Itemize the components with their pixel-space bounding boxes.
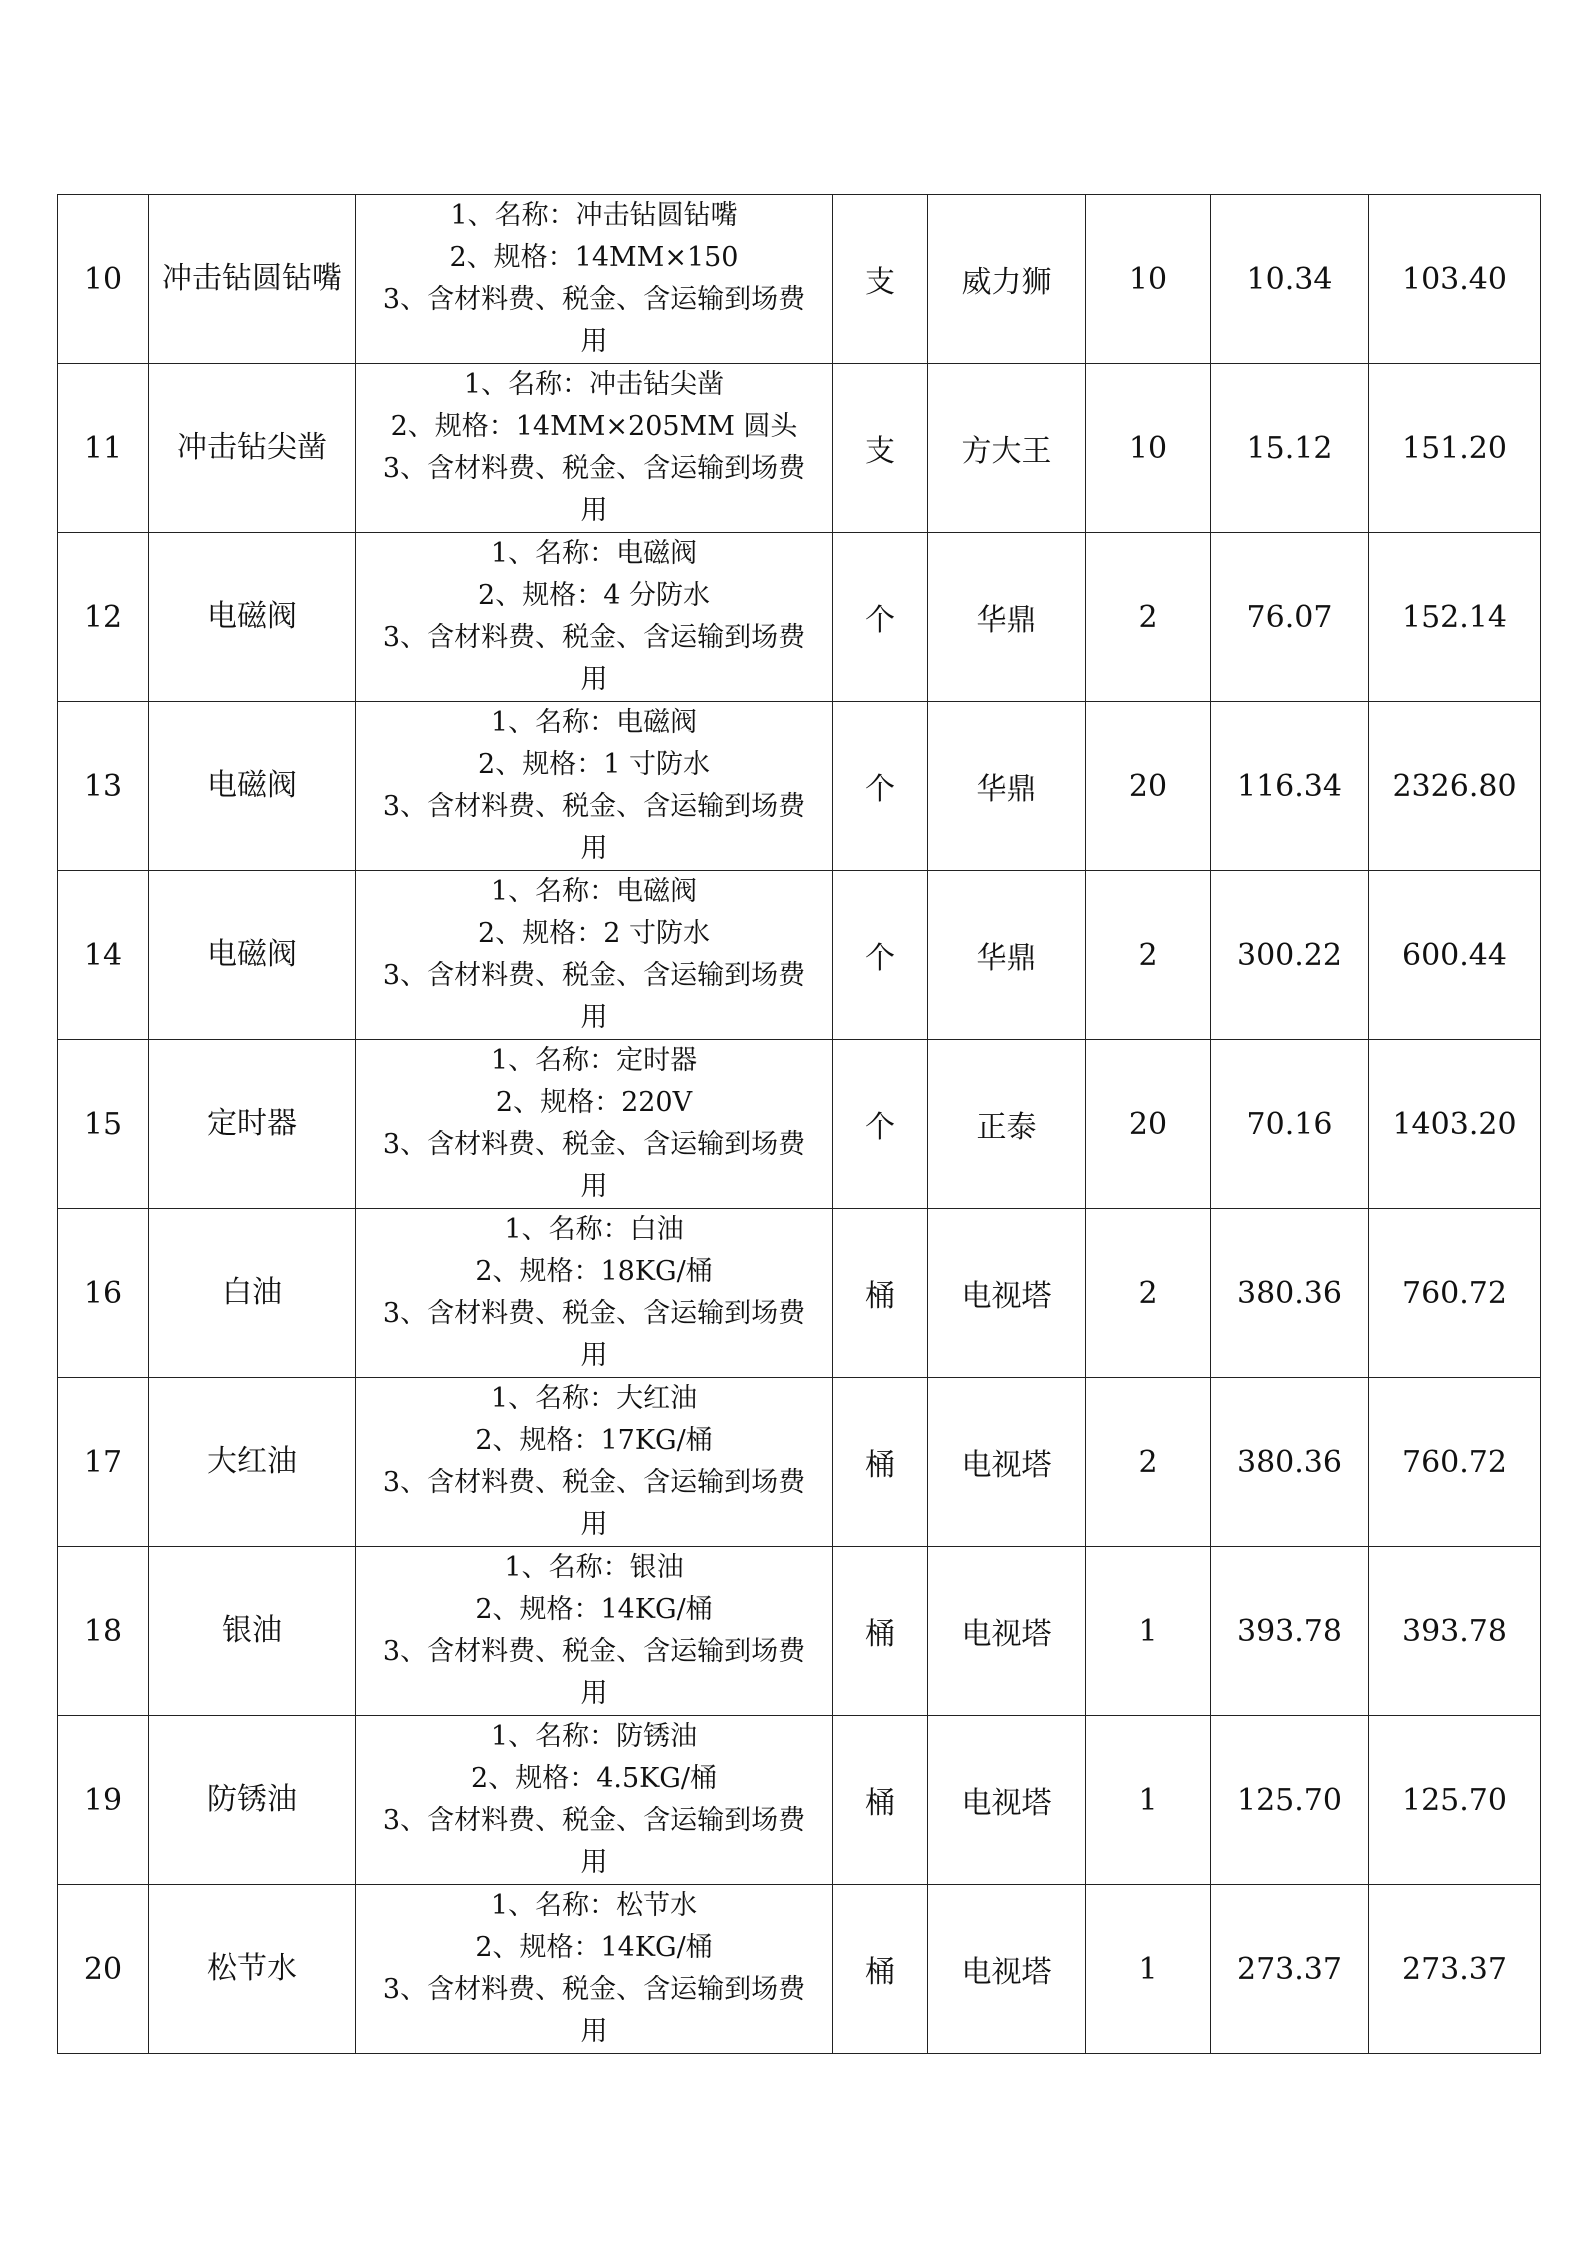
row-number-cell: [58, 1040, 149, 1209]
item-unit-cell: [833, 1378, 928, 1547]
item-brand-cell: [928, 195, 1086, 364]
item-unit-cell: [833, 1209, 928, 1378]
description-line: 2、规格：4.5KG/桶: [471, 1763, 717, 1794]
item-quantity-cell: [1086, 1040, 1211, 1209]
description-line: 3、含材料费、税金、含运输到场费: [382, 622, 806, 653]
description-line: 2、规格：14MM×205MM 圆头: [390, 411, 798, 442]
item-total-price: 103.40: [1402, 261, 1507, 297]
item-quantity: 10: [1128, 261, 1168, 297]
description-line: 2、规格：17KG/桶: [475, 1425, 713, 1456]
row-number: 11: [83, 430, 123, 466]
item-name: 电磁阀: [207, 937, 297, 972]
item-unit-cell: [833, 1885, 928, 2054]
item-brand: 电视塔: [961, 1955, 1052, 1990]
item-total-price: 152.14: [1402, 599, 1507, 635]
description-line: 2、规格：14KG/桶: [475, 1932, 713, 1963]
table-row: [58, 1378, 1541, 1547]
item-name: 银油: [222, 1613, 282, 1648]
item-brand: 电视塔: [961, 1786, 1052, 1821]
item-unit-price-cell: [1211, 1040, 1369, 1209]
item-unit-cell: [833, 195, 928, 364]
item-unit-cell: [833, 1040, 928, 1209]
item-unit-price: 116.34: [1237, 768, 1342, 804]
table-row: [58, 1547, 1541, 1716]
item-unit-price: 10.34: [1246, 261, 1333, 297]
description-line: 用: [580, 664, 608, 695]
description-line: 3、含材料费、税金、含运输到场费: [382, 960, 806, 991]
item-brand: 正泰: [976, 1110, 1037, 1145]
item-name-cell: [149, 1885, 356, 2054]
item-unit-price: 380.36: [1237, 1275, 1342, 1311]
item-unit: 个: [865, 772, 895, 807]
item-brand-cell: [928, 1378, 1086, 1547]
row-number-cell: [58, 1209, 149, 1378]
item-description-cell: [356, 702, 833, 871]
item-quantity: 2: [1138, 937, 1158, 973]
item-total-price-cell: [1369, 195, 1541, 364]
table-body: [58, 195, 1541, 2054]
item-unit-price-cell: [1211, 1209, 1369, 1378]
description-line: 用: [580, 1171, 608, 1202]
row-number: 15: [83, 1106, 123, 1142]
item-description-cell: [356, 871, 833, 1040]
item-unit: 桶: [865, 1955, 895, 1990]
item-description-cell: [356, 1716, 833, 1885]
item-brand: 华鼎: [976, 772, 1037, 807]
table-row: [58, 195, 1541, 364]
item-brand-cell: [928, 702, 1086, 871]
description-line: 1、名称：冲击钻尖凿: [463, 369, 725, 400]
item-brand-cell: [928, 1209, 1086, 1378]
item-quantity: 20: [1128, 1106, 1168, 1142]
item-unit-price: 300.22: [1237, 937, 1342, 973]
item-unit-price-cell: [1211, 1378, 1369, 1547]
description-line: 用: [580, 1002, 608, 1033]
item-unit: 个: [865, 941, 895, 976]
description-line: 1、名称：防锈油: [490, 1721, 698, 1752]
row-number-cell: [58, 1547, 149, 1716]
description-line: 用: [580, 326, 608, 357]
description-line: 用: [580, 1847, 608, 1878]
item-total-price-cell: [1369, 1547, 1541, 1716]
item-brand-cell: [928, 1547, 1086, 1716]
item-description-cell: [356, 1547, 833, 1716]
item-quantity: 1: [1138, 1613, 1158, 1649]
description-line: 1、名称：大红油: [490, 1383, 698, 1414]
item-brand: 电视塔: [961, 1448, 1052, 1483]
description-line: 3、含材料费、税金、含运输到场费: [382, 453, 806, 484]
item-name: 定时器: [207, 1106, 297, 1141]
item-name-cell: [149, 195, 356, 364]
table-row: [58, 364, 1541, 533]
item-name: 电磁阀: [207, 599, 297, 634]
item-description-cell: [356, 1209, 833, 1378]
item-brand-cell: [928, 1040, 1086, 1209]
item-unit-price-cell: [1211, 533, 1369, 702]
row-number-cell: [58, 195, 149, 364]
item-quantity-cell: [1086, 1378, 1211, 1547]
item-total-price-cell: [1369, 871, 1541, 1040]
item-unit-cell: [833, 1716, 928, 1885]
item-quantity: 2: [1138, 599, 1158, 635]
item-unit-price: 273.37: [1237, 1951, 1342, 1987]
item-brand-cell: [928, 364, 1086, 533]
row-number-cell: [58, 364, 149, 533]
row-number-cell: [58, 871, 149, 1040]
item-total-price: 600.44: [1402, 937, 1507, 973]
item-total-price: 273.37: [1402, 1951, 1507, 1987]
description-line: 1、名称：电磁阀: [490, 876, 698, 907]
item-total-price-cell: [1369, 1209, 1541, 1378]
description-line: 用: [580, 2016, 608, 2047]
item-quantity-cell: [1086, 364, 1211, 533]
item-quantity: 20: [1128, 768, 1168, 804]
table-row: [58, 1716, 1541, 1885]
item-description-cell: [356, 1885, 833, 2054]
item-total-price-cell: [1369, 1040, 1541, 1209]
description-line: 3、含材料费、税金、含运输到场费: [382, 1974, 806, 2005]
item-unit-cell: [833, 702, 928, 871]
description-line: 2、规格：4 分防水: [478, 580, 710, 611]
item-unit: 桶: [865, 1617, 895, 1652]
item-name: 电磁阀: [207, 768, 297, 803]
item-quantity-cell: [1086, 1716, 1211, 1885]
item-brand: 电视塔: [961, 1617, 1052, 1652]
item-unit: 桶: [865, 1279, 895, 1314]
item-total-price: 2326.80: [1392, 768, 1517, 804]
item-total-price: 393.78: [1402, 1613, 1507, 1649]
row-number: 16: [83, 1275, 123, 1311]
item-unit-price: 393.78: [1237, 1613, 1342, 1649]
item-name-cell: [149, 1547, 356, 1716]
item-brand-cell: [928, 1885, 1086, 2054]
item-unit-cell: [833, 533, 928, 702]
item-quantity-cell: [1086, 533, 1211, 702]
item-quantity-cell: [1086, 1885, 1211, 2054]
description-line: 2、规格：14KG/桶: [475, 1594, 713, 1625]
item-name: 松节水: [207, 1951, 297, 1986]
description-line: 2、规格：14MM×150: [449, 242, 739, 273]
materials-table: [57, 194, 1541, 2054]
item-unit: 桶: [865, 1786, 895, 1821]
description-line: 用: [580, 1509, 608, 1540]
item-unit-price: 15.12: [1246, 430, 1333, 466]
description-line: 用: [580, 495, 608, 526]
description-line: 1、名称：白油: [504, 1214, 684, 1245]
item-unit-cell: [833, 871, 928, 1040]
item-name: 白油: [222, 1275, 282, 1310]
item-total-price-cell: [1369, 702, 1541, 871]
item-brand: 威力狮: [961, 265, 1052, 300]
item-total-price-cell: [1369, 364, 1541, 533]
item-quantity: 1: [1138, 1782, 1158, 1818]
description-line: 3、含材料费、税金、含运输到场费: [382, 1298, 806, 1329]
description-line: 用: [580, 1340, 608, 1371]
item-brand-cell: [928, 1716, 1086, 1885]
item-quantity-cell: [1086, 1547, 1211, 1716]
description-line: 3、含材料费、税金、含运输到场费: [382, 1467, 806, 1498]
item-brand-cell: [928, 871, 1086, 1040]
description-line: 用: [580, 1678, 608, 1709]
item-unit-cell: [833, 1547, 928, 1716]
item-unit-price: 70.16: [1246, 1106, 1333, 1142]
item-total-price: 151.20: [1402, 430, 1507, 466]
item-description-cell: [356, 1040, 833, 1209]
item-unit: 支: [865, 434, 895, 469]
description-line: 1、名称：冲击钻圆钻嘴: [450, 200, 738, 231]
item-total-price-cell: [1369, 533, 1541, 702]
item-quantity: 2: [1138, 1444, 1158, 1480]
item-total-price: 125.70: [1402, 1782, 1507, 1818]
item-quantity: 1: [1138, 1951, 1158, 1987]
item-unit-price: 380.36: [1237, 1444, 1342, 1480]
description-line: 用: [580, 833, 608, 864]
item-brand-cell: [928, 533, 1086, 702]
item-unit-price-cell: [1211, 702, 1369, 871]
item-unit: 个: [865, 603, 895, 638]
item-brand: 华鼎: [976, 603, 1037, 638]
item-description-cell: [356, 533, 833, 702]
table-row: [58, 702, 1541, 871]
item-total-price: 760.72: [1402, 1275, 1507, 1311]
item-unit-cell: [833, 364, 928, 533]
row-number-cell: [58, 1885, 149, 2054]
item-unit-price-cell: [1211, 871, 1369, 1040]
item-unit-price-cell: [1211, 1547, 1369, 1716]
item-quantity: 2: [1138, 1275, 1158, 1311]
item-unit-price-cell: [1211, 1885, 1369, 2054]
item-name-cell: [149, 702, 356, 871]
row-number-cell: [58, 533, 149, 702]
row-number-cell: [58, 1378, 149, 1547]
item-unit-price: 76.07: [1246, 599, 1333, 635]
row-number: 17: [83, 1444, 123, 1480]
item-description-cell: [356, 195, 833, 364]
description-line: 2、规格：18KG/桶: [475, 1256, 713, 1287]
row-number: 20: [83, 1951, 123, 1987]
table-row: [58, 1040, 1541, 1209]
item-unit: 个: [865, 1110, 895, 1145]
item-quantity-cell: [1086, 871, 1211, 1040]
item-name-cell: [149, 1209, 356, 1378]
item-name-cell: [149, 533, 356, 702]
row-number: 14: [83, 937, 123, 973]
description-line: 1、名称：定时器: [490, 1045, 698, 1076]
row-number: 18: [83, 1613, 123, 1649]
description-line: 1、名称：电磁阀: [490, 538, 698, 569]
item-name-cell: [149, 1378, 356, 1547]
description-line: 3、含材料费、税金、含运输到场费: [382, 1805, 806, 1836]
description-line: 1、名称：银油: [504, 1552, 684, 1583]
description-line: 3、含材料费、税金、含运输到场费: [382, 1129, 806, 1160]
item-name-cell: [149, 1040, 356, 1209]
table-row: [58, 1885, 1541, 2054]
row-number-cell: [58, 702, 149, 871]
row-number: 19: [83, 1782, 123, 1818]
item-description-cell: [356, 1378, 833, 1547]
item-quantity-cell: [1086, 1209, 1211, 1378]
item-total-price-cell: [1369, 1378, 1541, 1547]
table-row: [58, 871, 1541, 1040]
item-unit-price-cell: [1211, 195, 1369, 364]
item-total-price: 760.72: [1402, 1444, 1507, 1480]
item-unit-price-cell: [1211, 364, 1369, 533]
item-name: 防锈油: [207, 1782, 297, 1817]
row-number: 10: [83, 261, 123, 297]
item-total-price-cell: [1369, 1885, 1541, 2054]
item-name-cell: [149, 1716, 356, 1885]
description-line: 1、名称：电磁阀: [490, 707, 698, 738]
item-unit: 桶: [865, 1448, 895, 1483]
item-name: 冲击钻尖凿: [177, 430, 327, 465]
item-name-cell: [149, 871, 356, 1040]
description-line: 3、含材料费、税金、含运输到场费: [382, 1636, 806, 1667]
item-quantity-cell: [1086, 702, 1211, 871]
item-description-cell: [356, 364, 833, 533]
table-row: [58, 533, 1541, 702]
item-name: 大红油: [207, 1444, 297, 1479]
item-quantity: 10: [1128, 430, 1168, 466]
item-unit: 支: [865, 265, 895, 300]
item-name: 冲击钻圆钻嘴: [162, 261, 342, 296]
item-brand: 电视塔: [961, 1279, 1052, 1314]
row-number: 12: [83, 599, 123, 635]
item-quantity-cell: [1086, 195, 1211, 364]
description-line: 2、规格：220V: [495, 1087, 693, 1118]
description-line: 3、含材料费、税金、含运输到场费: [382, 791, 806, 822]
description-line: 2、规格：1 寸防水: [478, 749, 710, 780]
row-number-cell: [58, 1716, 149, 1885]
item-unit-price: 125.70: [1237, 1782, 1342, 1818]
item-total-price-cell: [1369, 1716, 1541, 1885]
item-total-price: 1403.20: [1392, 1106, 1517, 1142]
description-line: 3、含材料费、税金、含运输到场费: [382, 284, 806, 315]
item-brand: 方大王: [961, 434, 1052, 469]
row-number: 13: [83, 768, 123, 804]
description-line: 1、名称：松节水: [490, 1890, 698, 1921]
description-line: 2、规格：2 寸防水: [478, 918, 710, 949]
item-brand: 华鼎: [976, 941, 1037, 976]
table-row: [58, 1209, 1541, 1378]
item-name-cell: [149, 364, 356, 533]
item-unit-price-cell: [1211, 1716, 1369, 1885]
